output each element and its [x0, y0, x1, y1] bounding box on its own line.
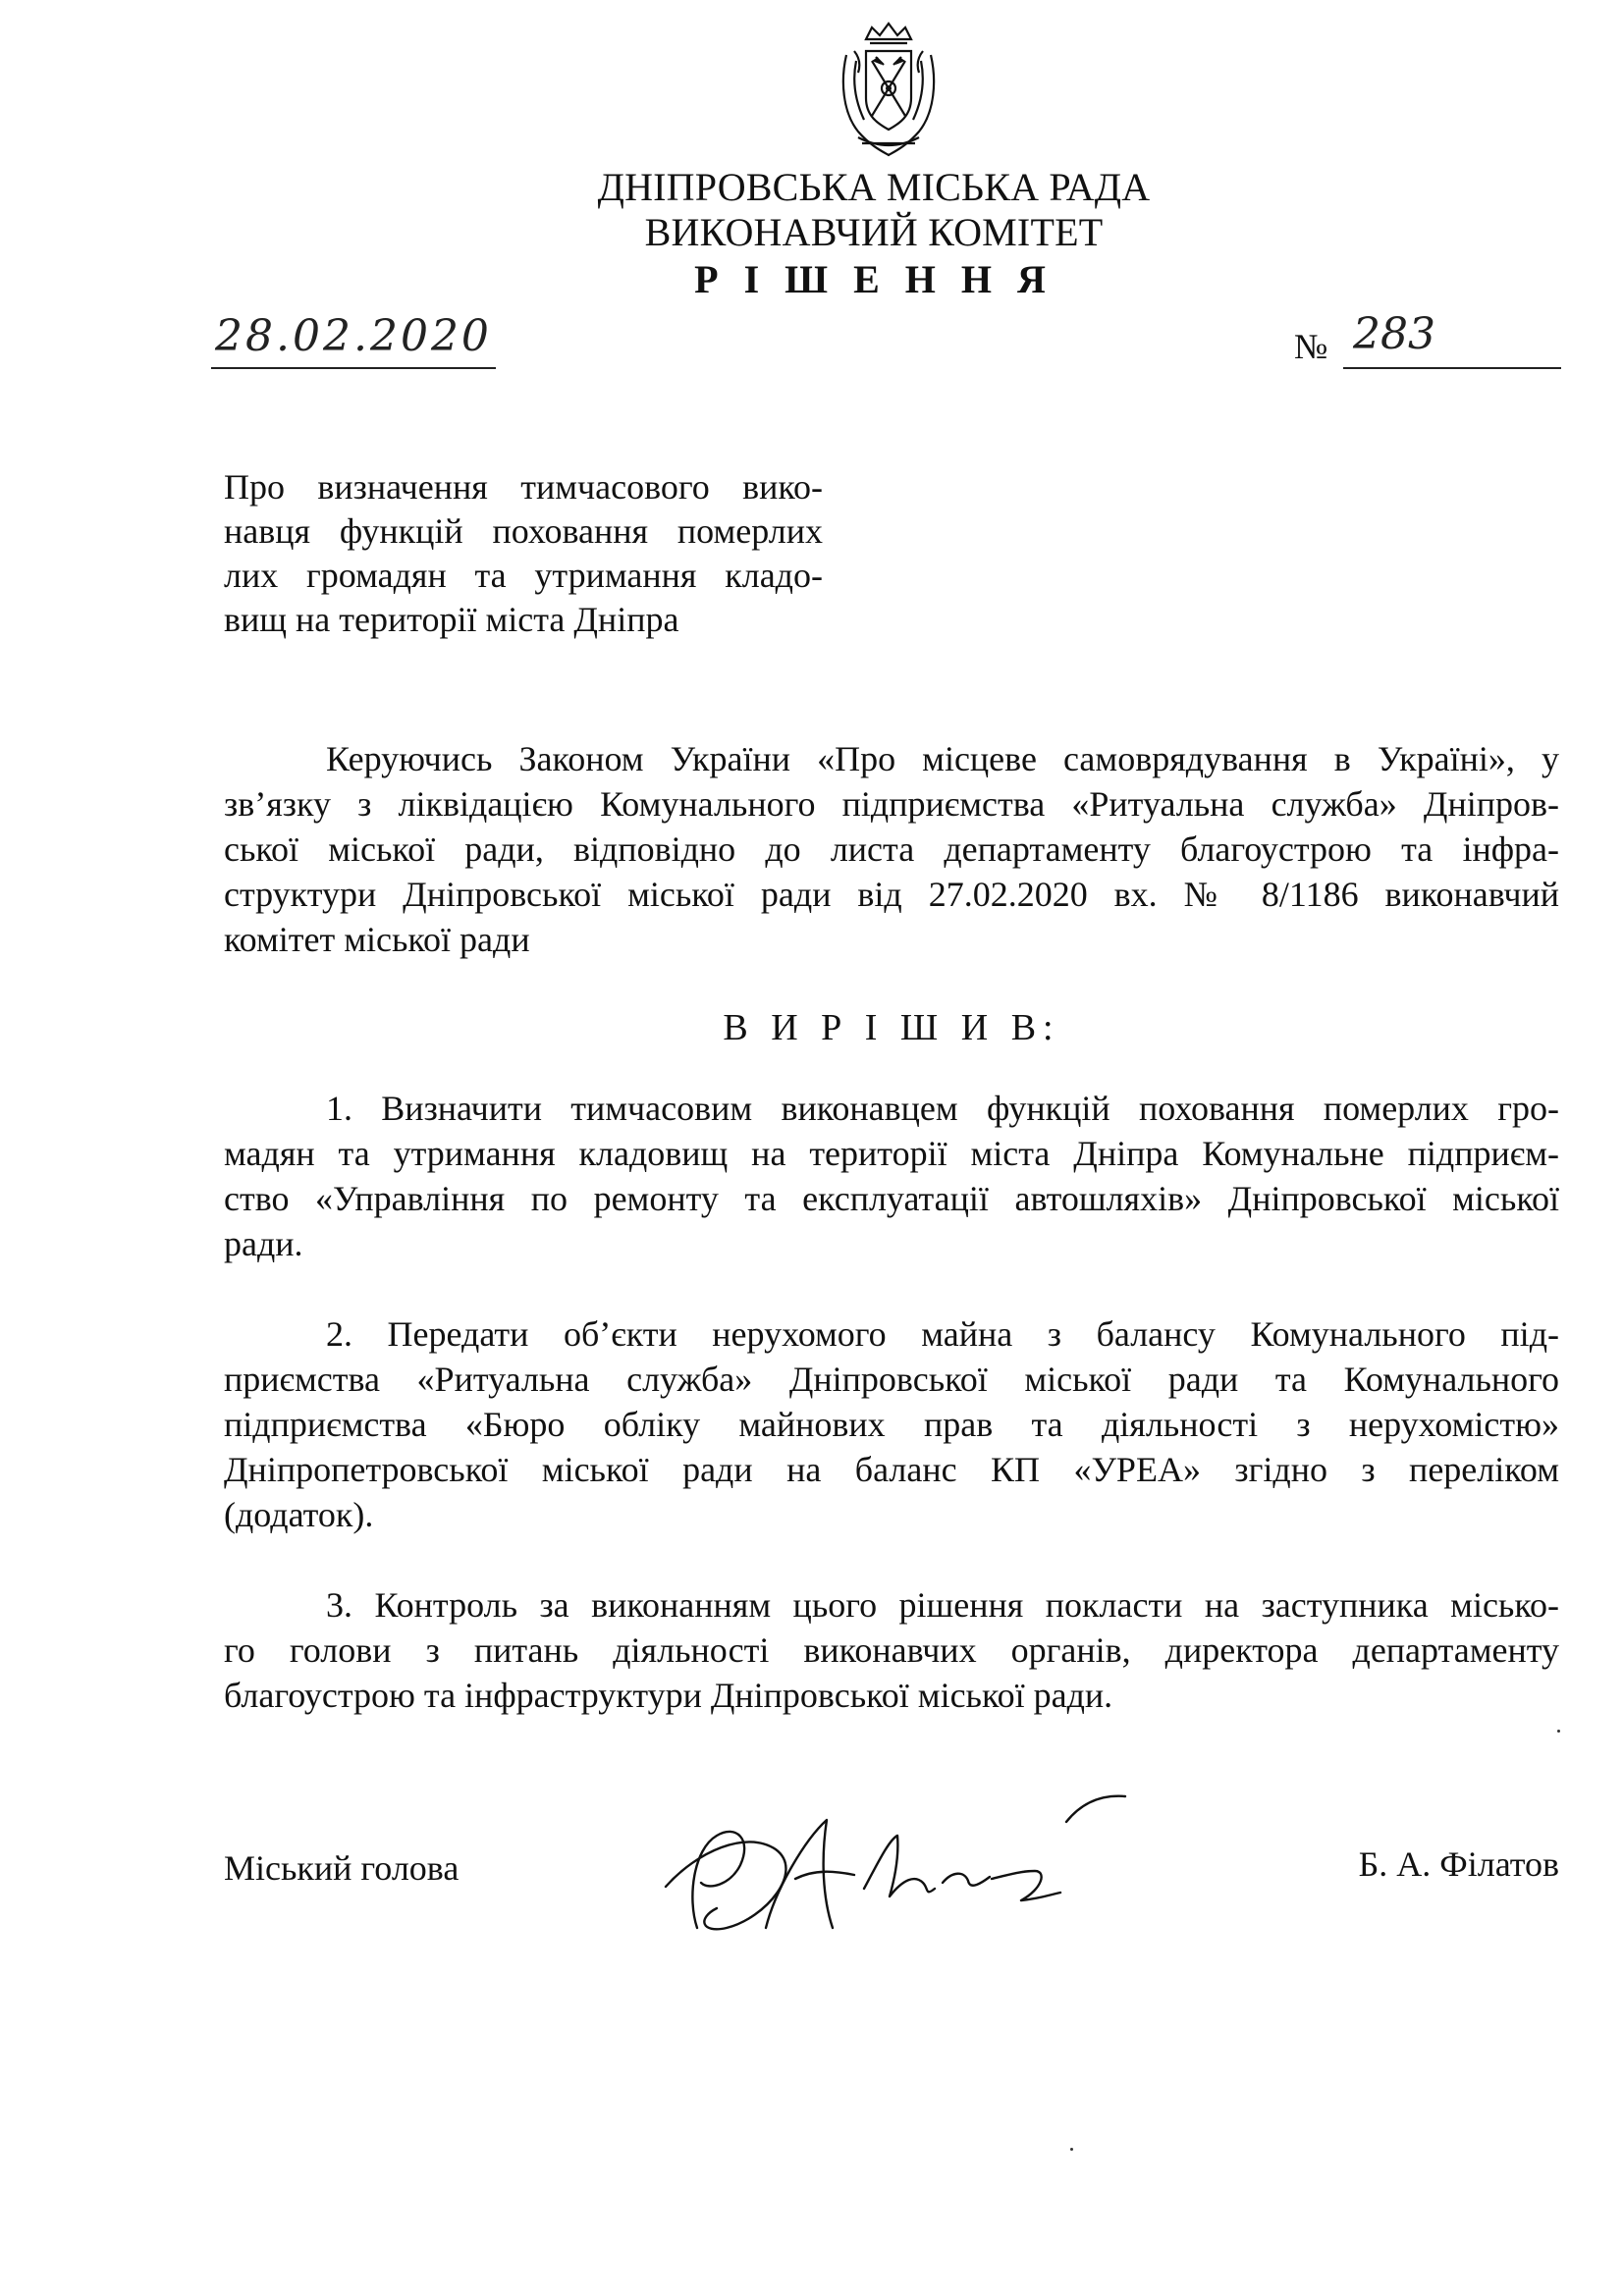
scan-speck: [1070, 2148, 1073, 2151]
signatory-role: Міський голова: [224, 1848, 460, 1888]
paragraph-line: ської міської ради, відповідно до листа департаменту благоустрою та інфра-: [224, 829, 1559, 869]
paragraph-line: го голови з питань діяльності виконавчих органів, директора департаменту: [224, 1630, 1559, 1670]
decision-date: [211, 312, 496, 367]
paragraph-line: 2. Передати об’єкти нерухомого майна з балансу Комунального під-: [326, 1314, 1559, 1354]
paragraph-line: Керуючись Законом України «Про місцеве самоврядування в Україні», у: [326, 739, 1559, 778]
paragraph-line: приємства «Ритуальна служба» Дніпровської міської ради та Комунального: [224, 1360, 1559, 1399]
date-underline: [211, 367, 496, 369]
paragraph-line: мадян та утримання кладовищ на території міста Дніпра Комунальне підприєм-: [224, 1134, 1559, 1173]
signatory-name: Б. А. Філатов: [1358, 1844, 1559, 1884]
item-1-paragraph: [224, 1086, 1559, 1266]
paragraph-line: структури Дніпровської міської ради від 27.02.2020 вх. № 8/1186 виконавчий: [224, 875, 1559, 914]
scan-speck: [1557, 1730, 1560, 1733]
number-underline: [1343, 367, 1561, 369]
handwritten-signature: [658, 1781, 1168, 1967]
paragraph-line: ство «Управління по ремонту та експлуатації автошляхів» Дніпровської міської: [224, 1179, 1559, 1218]
paragraph-line: 3. Контроль за виконанням цього рішення покласти на заступника місько-: [326, 1585, 1559, 1625]
paragraph-line: 1. Визначити тимчасовим виконавцем функцій поховання померлих гро-: [326, 1089, 1559, 1128]
subject-line: навця функцій поховання померлих: [224, 511, 823, 551]
subject-line: Про визначення тимчасового вико-: [224, 467, 823, 507]
paragraph-line: благоустрою та інфраструктури Дніпровської міської ради.: [224, 1676, 1113, 1715]
subject-line: вищ на території міста Дніпра: [224, 600, 679, 639]
decision-number-handwritten: 283: [1353, 309, 1435, 359]
paragraph-line: комітет міської ради: [224, 920, 530, 959]
paragraph-line: Дніпропетровської міської ради на баланс КП «УРЕА» згідно з переліком: [224, 1450, 1559, 1489]
decision-number: [1294, 309, 1561, 373]
document-type-title: Р І Ш Е Н Н Я: [694, 257, 1054, 301]
paragraph-line: ради.: [224, 1224, 303, 1263]
decision-subject: [224, 465, 823, 642]
resolved-heading: В И Р І Ш И В:: [723, 1007, 1060, 1048]
coat-of-arms-icon: [837, 22, 941, 161]
intro-paragraph: [224, 736, 1559, 962]
paragraph-line: (додаток).: [224, 1495, 374, 1534]
item-3-paragraph: [224, 1582, 1559, 1718]
decision-date-handwritten: 28.02.2020: [215, 311, 492, 361]
paragraph-line: зв’язку з ліквідацією Комунального підприємства «Ритуальна служба» Дніпров-: [224, 784, 1559, 824]
paragraph-line: підприємства «Бюро обліку майнових прав та діяльності з нерухомістю»: [224, 1405, 1559, 1444]
subject-line: лих громадян та утримання кладо-: [224, 556, 823, 595]
number-sign: №: [1294, 327, 1328, 366]
org-name: ДНІПРОВСЬКА МІСЬКА РАДА: [597, 165, 1151, 209]
committee-name: ВИКОНАВЧИЙ КОМІТЕТ: [644, 210, 1104, 254]
item-2-paragraph: [224, 1311, 1559, 1537]
